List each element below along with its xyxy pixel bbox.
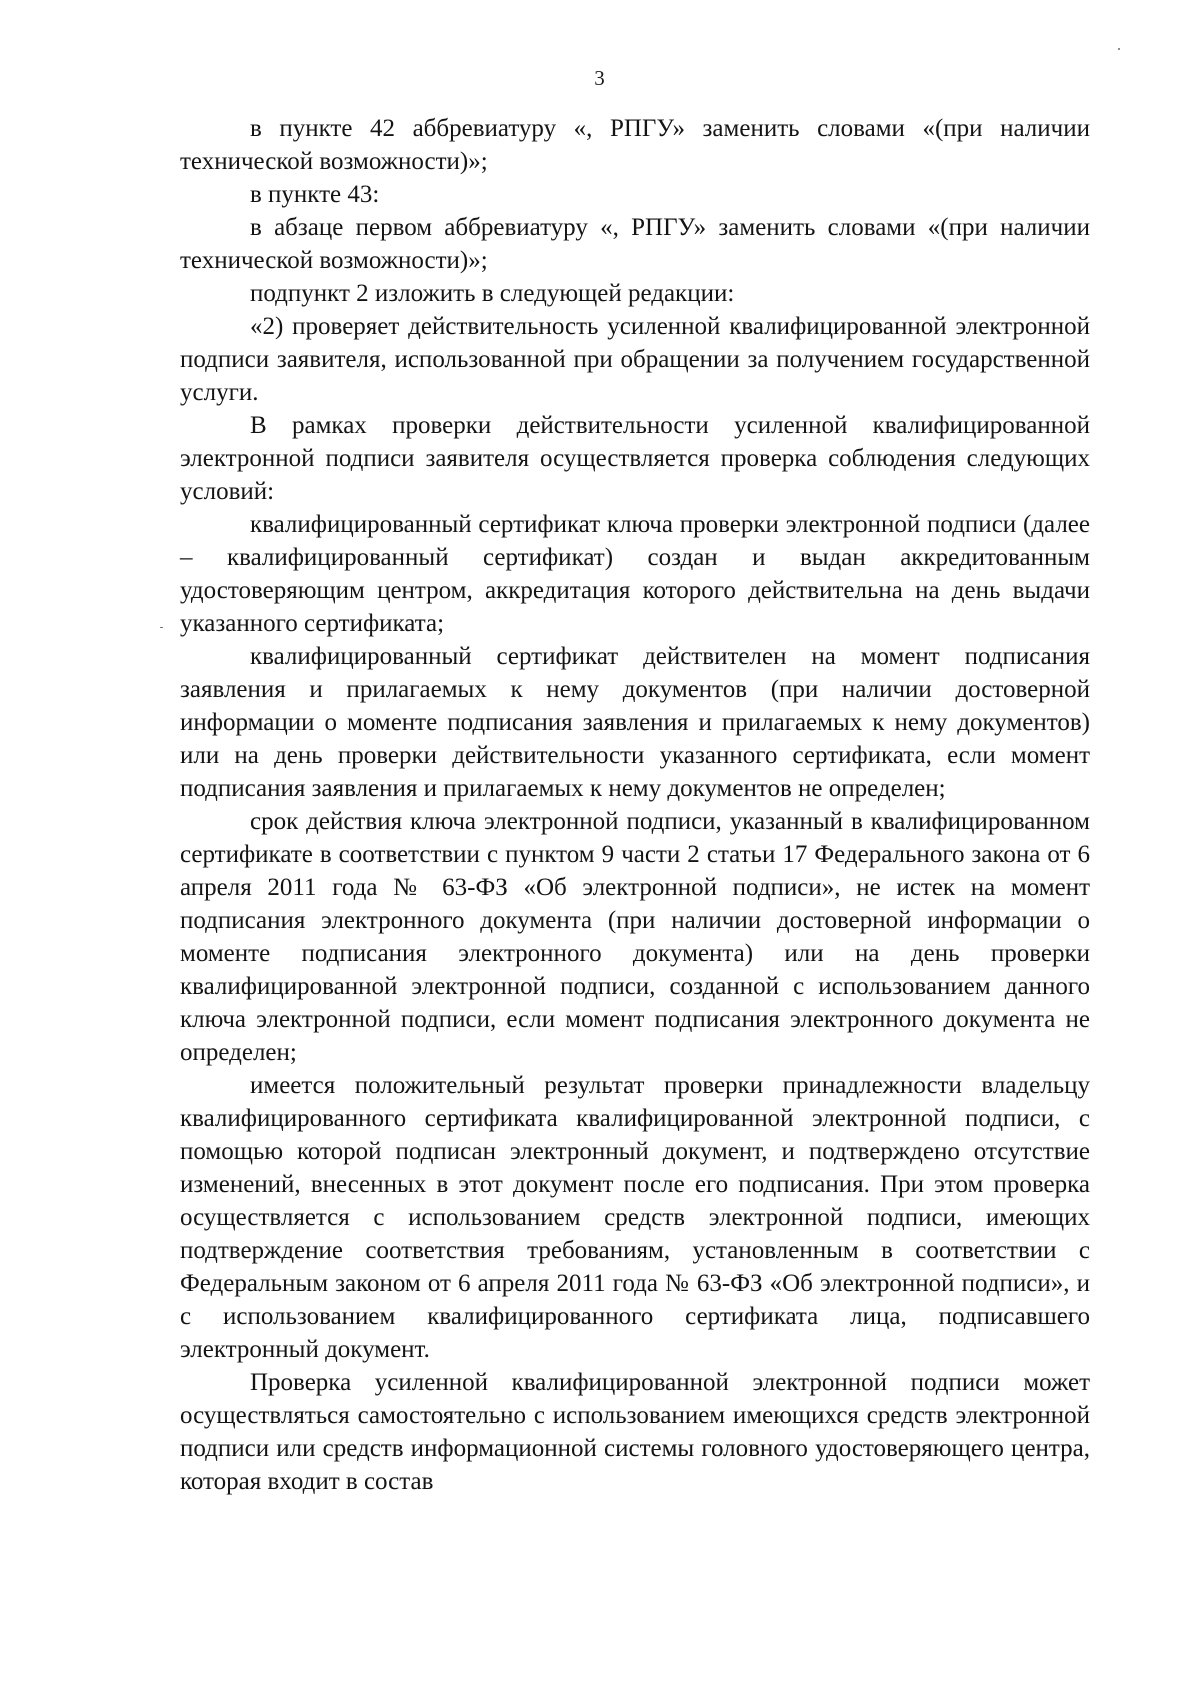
page-number: 3 — [594, 66, 606, 90]
paragraph-condition-ownership: имеется положительный результат проверки принадлежности владельцу квалифицированного сертификата квалифицированной электронной подписи, с помощью которой подписан электронный документ, и подтверждено отсутствие изменений, внесенных в этот документ после его подписания. При этом проверка осуществляется с использованием средств электронной подписи, имеющих подтверждение соответствия требованиям, установленным в соответствии с Федеральным законом от 6 апреля 2011 года № 63-ФЗ «Об электронной подписи», и с использованием квалифицированного сертификата лица, подписавшего электронный документ. — [180, 1072, 1090, 1363]
paragraph-condition-key-validity: срок действия ключа электронной подписи, указанный в квалифицированном сертификате в соответствии с пунктом 9 части 2 статьи 17 Федерального закона от 6 апреля 2011 года № 63-ФЗ «Об электронной подписи», не истек на момент подписания электронного документа (при наличии достоверной информации о моменте подписания электронного документа) или на день проверки квалифицированной электронной подписи, созданной с использованием данного ключа электронной подписи, если момент подписания электронного документа не определен; — [180, 808, 1090, 1066]
paragraph-subitem-2: подпункт 2 изложить в следующей редакции: — [250, 280, 735, 307]
paragraph-item-43: в пункте 43: — [250, 181, 380, 208]
paragraph-verification-methods: Проверка усиленной квалифицированной электронной подписи может осуществляться самостоятельно с использованием имеющихся средств электронной подписи или средств информационной системы головного удостоверяющего центра, которая входит в состав — [180, 1369, 1090, 1495]
paragraph-quote-start: «2) проверяет действительность усиленной квалифицированной электронной подписи заявителя, использованной при обращении за получением государственной услуги. — [180, 313, 1090, 406]
document-body — [180, 112, 1090, 1498]
scan-speck — [160, 627, 163, 628]
scan-speck — [1118, 48, 1120, 50]
paragraph-verification-conditions: В рамках проверки действительности усиленной квалифицированной электронной подписи заявителя осуществляется проверка соблюдения следующих условий: — [180, 412, 1090, 505]
paragraph-condition-certificate-valid: квалифицированный сертификат действителен на момент подписания заявления и прилагаемых к нему документов (при наличии достоверной информации о моменте подписания заявления и прилагаемых к нему документов) или на день проверки действительности указанного сертификата, если момент подписания заявления и прилагаемых к нему документов не определен; — [180, 643, 1090, 802]
paragraph-item-42: в пункте 42 аббревиатуру «, РПГУ» заменить словами «(при наличии технической возможности)»; — [180, 115, 1090, 175]
paragraph-first-indent: в абзаце первом аббревиатуру «, РПГУ» заменить словами «(при наличии технической возможности)»; — [180, 214, 1090, 274]
paragraph-condition-certificate-issued: квалифицированный сертификат ключа проверки электронной подписи (далее – квалифицированный сертификат) создан и выдан аккредитованным удостоверяющим центром, аккредитация которого действительна на день выдачи указанного сертификата; — [180, 511, 1090, 637]
